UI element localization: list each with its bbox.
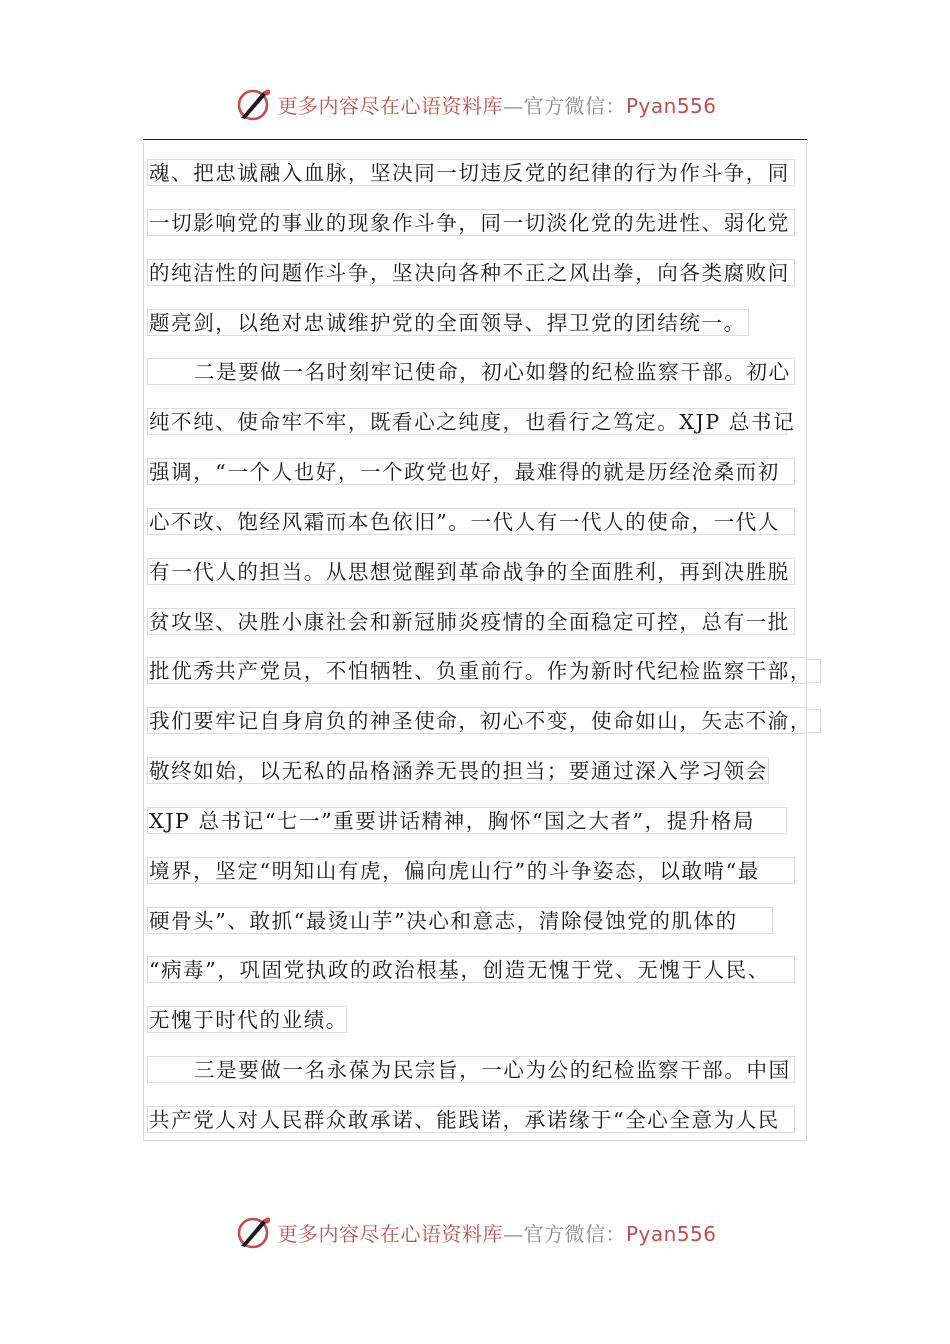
text-line: XJP 总书记“七一”重要讲话精神，胸怀“国之大者”，提升格局 (147, 807, 787, 834)
text-line: 硬骨头”、敢抓“最烫山芋”决心和意志，清除侵蚀党的肌体的 (147, 907, 773, 934)
text-line: 纯不纯、使命牢不牢，既看心之纯度，也看行之笃定。XJP 总书记 (149, 410, 796, 434)
header-text (277, 90, 716, 119)
footer-banner (0, 1210, 950, 1254)
footer-text (277, 1218, 716, 1247)
text-line: 敬终如始，以无私的品格涵养无畏的担当；要通过深入学习领会 (149, 759, 768, 783)
header-rule (143, 139, 807, 140)
quill-logo-icon (233, 84, 273, 124)
document-body (143, 143, 812, 1141)
text-line: 我们要牢记自身肩负的神圣使命，初心不变，使命如山，矢志不渝， (149, 709, 812, 733)
header-brand: 更多内容尽在心语资料库 (277, 93, 503, 118)
footer-brand: 更多内容尽在心语资料库 (277, 1221, 503, 1246)
text-line: 批优秀共产党员，不怕牺牲、负重前行。作为新时代纪检监察干部， (149, 659, 812, 683)
text-line: 强调，“一个人也好，一个政党也好，最难得的就是历经沧桑而初 (147, 458, 795, 485)
text-line: “病毒”，巩固党执政的政治根基，创造无愧于党、无愧于人民、 (147, 956, 795, 983)
frame-stub (806, 659, 821, 683)
text-line: 二是要做一名时刻牢记使命，初心如磐的纪检监察干部。初心 (147, 358, 795, 385)
frame-stub (806, 709, 821, 733)
footer-wechat-label: 官方微信： (523, 1221, 626, 1246)
header-banner (0, 82, 950, 126)
text-line: 一切影响党的事业的现象作斗争，同一切淡化党的先进性、弱化党 (147, 209, 795, 236)
text-line: 境界，坚定“明知山有虎，偏向虎山行”的斗争姿态，以敢啃“最 (147, 857, 795, 884)
footer-wechat-id: Pyan556 (625, 1221, 717, 1246)
header-wechat-label: 官方微信： (523, 93, 626, 118)
text-line: 心不改、饱经风霜而本色依旧”。一代人有一代人的使命，一代人 (147, 508, 795, 535)
header-wechat-id: Pyan556 (625, 93, 717, 118)
text-line: 三是要做一名永葆为民宗旨，一心为公的纪检监察干部。中国 (147, 1056, 795, 1083)
text-line: 共产党人对人民群众敢承诺、能践诺，承诺缘于“全心全意为人民 (147, 1106, 795, 1133)
text-line: 的纯洁性的问题作斗争，坚决向各种不正之风出拳，向各类腐败问 (147, 259, 795, 286)
header-dash: — (502, 93, 524, 118)
text-line: 题亮剑，以绝对忠诚维护党的全面领导、捍卫党的团结统一。 (147, 309, 749, 336)
text-line: 贫攻坚、决胜小康社会和新冠肺炎疫情的全面稳定可控，总有一批 (147, 608, 795, 635)
text-line: 魂、把忠诚融入血脉，坚决同一切违反党的纪律的行为作斗争，同 (147, 159, 795, 186)
text-line: 有一代人的担当。从思想觉醒到革命战争的全面胜利，再到决胜脱 (147, 558, 795, 585)
footer-dash: — (502, 1221, 524, 1246)
quill-logo-icon (233, 1212, 273, 1252)
text-line: 无愧于时代的业绩。 (149, 1008, 348, 1032)
